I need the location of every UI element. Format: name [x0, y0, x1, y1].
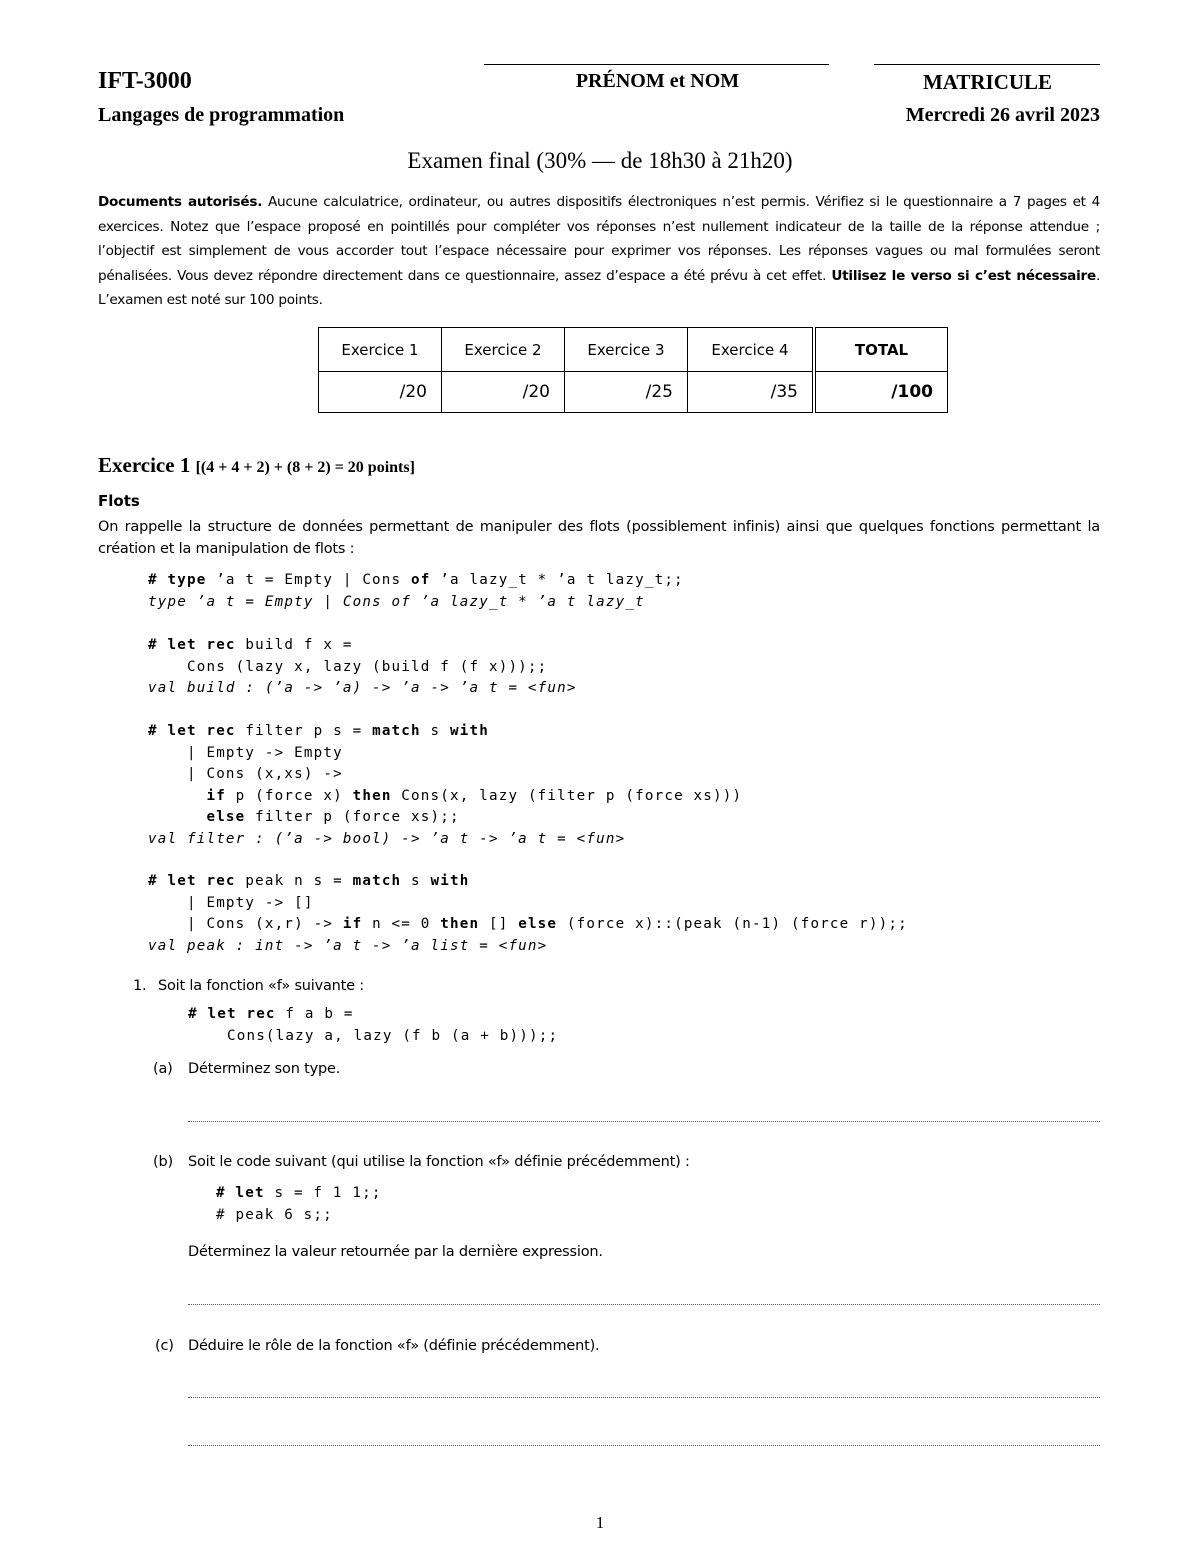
score-header-ex2: Exercice 2: [442, 328, 565, 372]
code-peak: # let rec peak n s = match s with | Empty -> [] | Cons (x,r) -> if n <= 0 then [] else (force x)::(peak (n-1) (force r));; val peak : int -> ’a t -> ’a list = <fun>: [148, 873, 908, 954]
instructions-body-1: Aucune calculatrice, ordinateur, ou autres dispositifs électroniques n’est permis. Vérifiez si le questionnaire a 7 pages et 4 exercices. Notez que l’espace proposé en pointillés pour compléter vos réponses n’est nullement indicateur de la taille de la réponse attendue ; l’objectif est simplement de vous accorder tout l’espace nécessaire pour exprimer vos réponses. Les réponses vagues ou mal formulées seront pénalisées. Vous devez répondre directement dans ce questionnaire, assez d’espace a été prévu à cet effet.: [98, 194, 1100, 284]
exercise-intro: On rappelle la structure de données permettant de manipuler des flots (possiblement infinis) ainsi que quelques fonctions permettant la création et la manipulation de flots :: [98, 519, 1100, 557]
exercise-1-points: [(4 + 4 + 2) + (8 + 2) = 20 points]: [195, 459, 415, 476]
instructions: [98, 190, 1100, 313]
question-1a-label: (a): [153, 1061, 173, 1077]
score-header-ex3: Exercice 3: [565, 328, 688, 372]
question-1b-label: (b): [153, 1154, 173, 1170]
score-cell-ex3[interactable]: /25: [565, 372, 688, 413]
code-filter: # let rec filter p s = match s with | Empty -> Empty | Cons (x,xs) -> if p (force x) then Cons(x, lazy (filter p (force xs))) else filter p (force xs);; val filter : (’a -> bool) -> ’a t -> ’a t = <fun>: [148, 723, 743, 847]
answer-line-1a[interactable]: [188, 1121, 1100, 1122]
instructions-body-2: . L’examen est noté sur 100 points.: [98, 267, 1101, 308]
matricule-line: [874, 64, 1100, 65]
code-type-decl: # type ’a t = Empty | Cons of ’a lazy_t * ’a t lazy_t;; type ’a t = Empty | Cons of ’a lazy_t * ’a t lazy_t: [148, 572, 684, 610]
question-1b-followup: Déterminez la valeur retournée par la dernière expression.: [188, 1244, 603, 1260]
score-cell-ex2[interactable]: /20: [442, 372, 565, 413]
score-header-ex1: Exercice 1: [319, 328, 442, 372]
name-field-label: PRÉNOM et NOM: [575, 70, 740, 92]
code-peak-call: # let s = f 1 1;; # peak 6 s;;: [216, 1185, 382, 1223]
question-1a-text: Déterminez son type.: [188, 1061, 341, 1077]
question-1b-text: Soit le code suivant (qui utilise la fonction «f» définie précédemment) :: [188, 1154, 690, 1170]
score-cell-ex4[interactable]: /35: [688, 372, 815, 413]
exercise-1-label: Exercice 1: [98, 453, 191, 477]
score-table-value-row: [319, 372, 948, 413]
score-cell-ex1[interactable]: /20: [319, 372, 442, 413]
score-table: [318, 327, 948, 413]
name-line: [484, 64, 829, 65]
question-1-text: Soit la fonction «f» suivante :: [158, 978, 364, 994]
code-build: # let rec build f x = Cons (lazy x, lazy (build f (f x)));; val build : (’a -> ’a) -> ’a -> ’a t = <fun>: [148, 637, 577, 696]
code-f: # let rec f a b = Cons(lazy a, lazy (f b (a + b)));;: [188, 1006, 559, 1044]
course-subject: Langages de programmation: [98, 104, 345, 126]
matricule-field-label: MATRICULE: [922, 70, 1053, 94]
score-table-header-row: [319, 328, 948, 372]
answer-line-1c-2[interactable]: [188, 1445, 1100, 1446]
answer-line-1b[interactable]: [188, 1304, 1100, 1305]
instructions-emphasis: Utilisez le verso si c’est nécessaire: [831, 267, 1096, 284]
question-1-number: 1.: [133, 978, 147, 994]
question-1c-label: (c): [155, 1338, 174, 1354]
course-code: IFT-3000: [98, 68, 192, 94]
answer-line-1c-1[interactable]: [188, 1397, 1100, 1398]
exam-date: Mercredi 26 avril 2023: [905, 104, 1100, 126]
exam-title: Examen final (30% — de 18h30 à 21h20): [407, 148, 793, 173]
score-header-ex4: Exercice 4: [688, 328, 815, 372]
score-cell-total[interactable]: /100: [814, 372, 948, 413]
score-header-total: TOTAL: [814, 328, 948, 372]
page-number: 1: [595, 1513, 605, 1532]
section-title: Flots: [98, 492, 140, 510]
instructions-lead: Documents autorisés.: [98, 194, 263, 210]
exercise-1-title: [98, 453, 415, 478]
question-1c-text: Déduire le rôle de la fonction «f» (définie précédemment).: [188, 1338, 600, 1354]
